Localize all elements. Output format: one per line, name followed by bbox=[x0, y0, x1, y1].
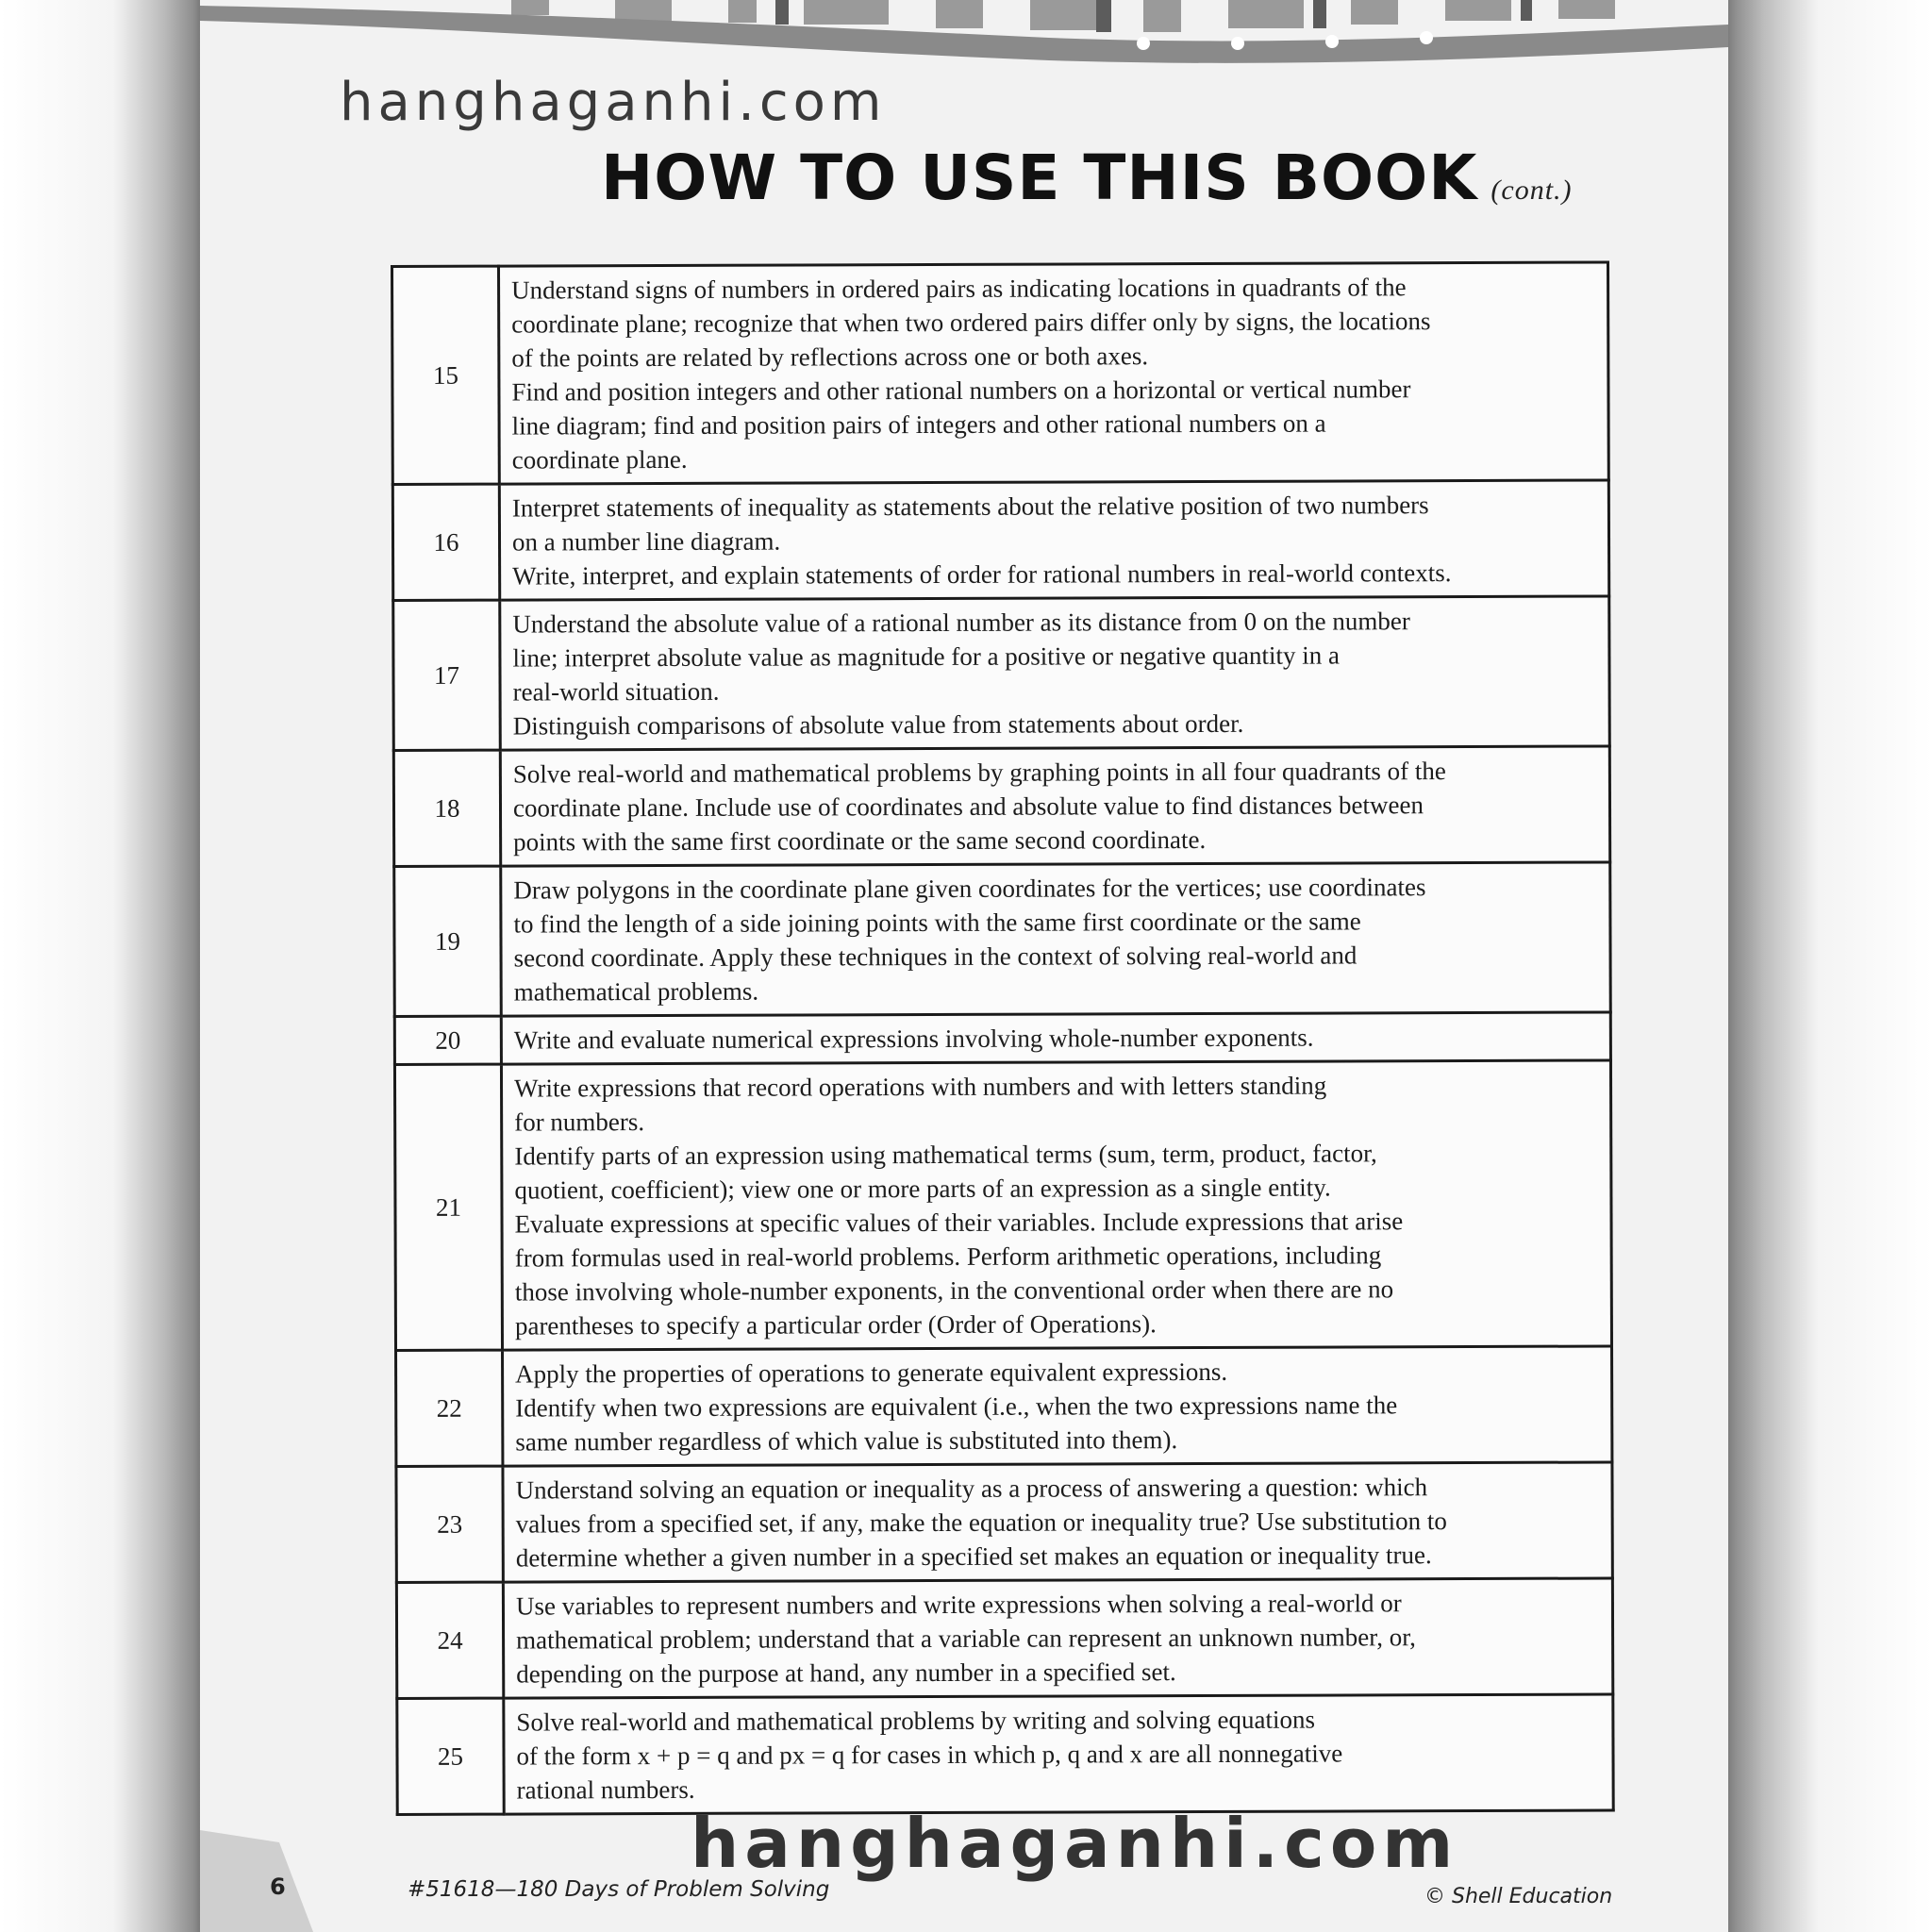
standard-line: second coordinate. Apply these techniques in the context of solving real-world and bbox=[513, 941, 1357, 973]
standard-line: coordinate plane. bbox=[511, 444, 688, 475]
standard-number: 20 bbox=[394, 1016, 501, 1064]
standard-line: same number regardless of which value is substituted into them). bbox=[515, 1425, 1178, 1457]
standard-description bbox=[501, 1060, 1611, 1350]
standard-description bbox=[499, 480, 1608, 600]
standard-number: 25 bbox=[397, 1698, 504, 1814]
book-page bbox=[200, 0, 1728, 1932]
standards-table bbox=[391, 260, 1615, 1815]
standard-row bbox=[394, 1060, 1611, 1350]
standard-description bbox=[500, 746, 1609, 866]
standard-row bbox=[397, 1694, 1613, 1814]
standard-line: Use variables to represent numbers and write expressions when solving a real-world or bbox=[515, 1589, 1402, 1621]
standard-line: to find the length of a side joining points with the same first coordinate or the same bbox=[513, 907, 1361, 939]
page-title-text: HOW TO USE THIS BOOK bbox=[601, 142, 1478, 214]
standard-line: from formulas used in real-world problems. Perform arithmetic operations, including bbox=[514, 1241, 1382, 1273]
standard-line: coordinate plane; recognize that when two ordered pairs differ only by signs, the locations bbox=[511, 307, 1431, 339]
standard-number: 18 bbox=[393, 750, 500, 866]
standard-line: Understand signs of numbers in ordered pairs as indicating locations in quadrants of the bbox=[511, 273, 1407, 305]
standard-line: mathematical problem; understand that a variable can represent an unknown number, or, bbox=[516, 1623, 1416, 1655]
standard-line: Draw polygons in the coordinate plane given coordinates for the vertices; use coordinates bbox=[513, 873, 1426, 905]
standard-description bbox=[501, 862, 1611, 1016]
copyright-notice: © Shell Education bbox=[1424, 1885, 1613, 1908]
standard-line: Write, interpret, and explain statements of order for rational numbers in real-world contexts. bbox=[512, 558, 1452, 591]
standard-line: on a number line diagram. bbox=[511, 526, 781, 557]
standard-row bbox=[393, 746, 1609, 866]
standard-line: Solve real-world and mathematical problems by writing and solving equations bbox=[516, 1705, 1316, 1737]
standard-line: depending on the purpose at hand, any number in a specified set. bbox=[516, 1657, 1176, 1689]
page-number: 6 bbox=[270, 1874, 286, 1900]
standard-description bbox=[503, 1578, 1612, 1698]
standard-line: Understand solving an equation or inequality as a process of answering a question: which bbox=[515, 1473, 1428, 1505]
standard-description bbox=[504, 1694, 1613, 1814]
standard-number: 16 bbox=[392, 484, 499, 600]
standard-number: 21 bbox=[394, 1064, 502, 1350]
scan-shadow-right bbox=[1728, 0, 1932, 1932]
standard-line: Interpret statements of inequality as statements about the relative position of two numbers bbox=[511, 491, 1429, 523]
standard-line: Write expressions that record operations with numbers and with letters standing bbox=[513, 1071, 1327, 1103]
standard-description bbox=[503, 1346, 1612, 1466]
standard-row bbox=[393, 596, 1610, 750]
scan-shadow-left bbox=[0, 0, 200, 1932]
standard-row bbox=[392, 262, 1609, 484]
standard-description bbox=[503, 1462, 1612, 1582]
page-number-tab bbox=[200, 1830, 313, 1932]
standard-line: Write and evaluate numerical expressions involving whole-number exponents. bbox=[513, 1023, 1314, 1055]
page-title bbox=[601, 142, 1573, 214]
standard-line: real-world situation. bbox=[512, 676, 720, 707]
standard-line: those involving whole-number exponents, in the conventional order when there are no bbox=[514, 1274, 1394, 1307]
standard-description bbox=[499, 262, 1609, 484]
watermark-top: hanghaganhi.com bbox=[340, 72, 887, 133]
standard-line: Apply the properties of operations to generate equivalent expressions. bbox=[515, 1357, 1228, 1389]
standard-line: quotient, coefficient); view one or more parts of an expression as a single entity. bbox=[514, 1173, 1331, 1205]
standard-line: Identify when two expressions are equivalent (i.e., when the two expressions name the bbox=[515, 1391, 1398, 1423]
header-banner-art bbox=[200, 0, 1728, 75]
standard-row bbox=[396, 1462, 1612, 1582]
standard-line: coordinate plane. Include use of coordinates and absolute value to find distances between bbox=[512, 791, 1424, 823]
standard-number: 23 bbox=[396, 1466, 503, 1582]
page-title-suffix: (cont.) bbox=[1491, 175, 1573, 206]
standard-row bbox=[392, 480, 1608, 600]
standard-line: values from a specified set, if any, make the equation or inequality true? Use substitution to bbox=[515, 1507, 1447, 1539]
standard-line: mathematical problems. bbox=[513, 976, 759, 1007]
standard-line: of the points are related by reflections across one or both axes. bbox=[511, 341, 1149, 373]
standard-number: 24 bbox=[396, 1582, 503, 1698]
standard-line: rational numbers. bbox=[516, 1774, 695, 1805]
standard-row bbox=[394, 1012, 1610, 1064]
standard-description bbox=[501, 1012, 1610, 1064]
standard-line: Find and position integers and other rational numbers on a horizontal or vertical number bbox=[511, 375, 1411, 407]
standard-line: for numbers. bbox=[514, 1108, 645, 1137]
standard-line: Distinguish comparisons of absolute value from statements about order. bbox=[512, 708, 1244, 741]
standard-line: of the form x + p = q and px = q for cases in which p, q and x are all nonnegative bbox=[516, 1739, 1343, 1771]
standard-row bbox=[394, 862, 1611, 1016]
standard-line: Identify parts of an expression using mathematical terms (sum, term, product, factor, bbox=[514, 1139, 1377, 1171]
standard-line: line; interpret absolute value as magnitude for a positive or negative quantity in a bbox=[512, 641, 1341, 673]
standard-line: Solve real-world and mathematical problems by graphing points in all four quadrants of the bbox=[512, 757, 1446, 789]
standard-line: line diagram; find and position pairs of integers and other rational numbers on a bbox=[511, 408, 1326, 441]
standard-number: 19 bbox=[394, 866, 502, 1016]
standard-line: Understand the absolute value of a rational number as its distance from 0 on the number bbox=[512, 607, 1410, 639]
standard-line: Evaluate expressions at specific values of their variables. Include expressions that arise bbox=[514, 1207, 1404, 1239]
standard-row bbox=[396, 1346, 1612, 1466]
standard-number: 15 bbox=[392, 266, 500, 484]
standard-number: 22 bbox=[396, 1350, 503, 1466]
standard-line: determine whether a given number in a specified set makes an equation or inequality true. bbox=[515, 1541, 1432, 1573]
standard-line: parentheses to specify a particular order (Order of Operations). bbox=[514, 1309, 1157, 1341]
standard-row bbox=[396, 1578, 1612, 1698]
standard-line: points with the same first coordinate or the same second coordinate. bbox=[513, 824, 1207, 857]
standard-description bbox=[500, 596, 1610, 750]
watermark-bottom: hanghaganhi.com bbox=[691, 1804, 1459, 1883]
standard-number: 17 bbox=[393, 600, 501, 750]
book-reference: #51618—180 Days of Problem Solving bbox=[408, 1877, 830, 1902]
